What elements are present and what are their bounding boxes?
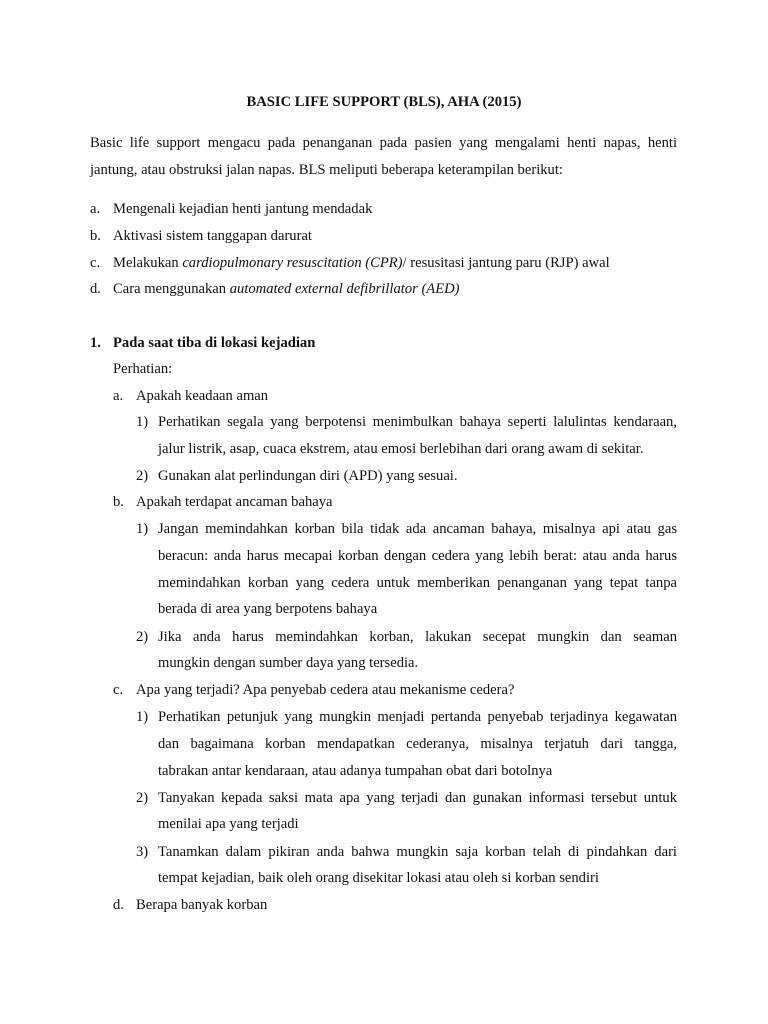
item-line: Perhatikan petunjuk yang mungkin menjadi pertanda penyebab terjadinya kegawatan <box>158 709 677 725</box>
skill-c-post: / resusitasi jantung paru (RJP) awal <box>402 255 610 271</box>
intro-line-2: jantung, atau obstruksi jalan napas. BLS meliputi beberapa keterampilan berikut: <box>90 162 563 178</box>
item-line: jalur listrik, asap, cuaca ekstrem, atau emosi berlebihan dari orang awam di sekitar. <box>158 441 644 457</box>
item-line: menilai apa yang terjadi <box>158 816 299 832</box>
point-d-text: Berapa banyak korban <box>136 897 268 913</box>
skill-marker-c: c. <box>90 255 101 271</box>
item-line: Jika anda harus memindahkan korban, lakukan secepat mungkin dan seaman <box>158 629 677 645</box>
point-marker-d: d. <box>113 897 124 913</box>
skill-marker-a: a. <box>90 201 101 217</box>
point-marker-a: a. <box>113 388 124 404</box>
section-number: 1. <box>90 335 101 351</box>
skill-c-pre: Melakukan <box>113 255 183 271</box>
point-c-text: Apa yang terjadi? Apa penyebab cedera atau mekanisme cedera? <box>136 682 515 698</box>
item-line: Perhatikan segala yang berpotensi menimbulkan bahaya seperti lalulintas kendaraan, <box>158 414 677 430</box>
item-line: mungkin dengan sumber daya yang tersedia. <box>158 655 419 671</box>
skill-d-italic: automated external defibrillator (AED) <box>229 281 460 297</box>
point-marker-c: c. <box>113 682 124 698</box>
item-marker: 1) <box>136 521 149 537</box>
skill-d-pre: Cara menggunakan <box>113 281 230 297</box>
skill-c-italic: cardiopulmonary resuscitation (CPR) <box>182 255 403 271</box>
item-line: Jangan memindahkan korban bila tidak ada ancaman bahaya, misalnya api atau gas <box>158 521 677 537</box>
item-line: beracun: anda harus mecapai korban dengan cedera yang lebih berat: atau anda harus <box>158 548 677 564</box>
item-line: Gunakan alat perlindungan diri (APD) yang sesuai. <box>158 468 458 484</box>
skill-a-text: Mengenali kejadian henti jantung mendadak <box>113 201 373 217</box>
item-marker: 2) <box>136 629 149 645</box>
skill-c-text <box>113 254 610 272</box>
item-line: dan bagaimana korban mendapatkan cederanya, misalnya terjatuh dari tangga, <box>158 736 677 752</box>
item-line: tempat kejadian, baik oleh orang disekitar lokasi atau oleh si korban sendiri <box>158 870 599 886</box>
item-marker: 1) <box>136 414 149 430</box>
section-note: Perhatian: <box>113 361 173 377</box>
item-marker: 2) <box>136 468 149 484</box>
skill-b-text: Aktivasi sistem tanggapan darurat <box>113 228 312 244</box>
item-line: Tanyakan kepada saksi mata apa yang terjadi dan gunakan informasi tersebut untuk <box>158 790 677 806</box>
item-marker: 2) <box>136 790 149 806</box>
document-title: BASIC LIFE SUPPORT (BLS), AHA (2015) <box>246 94 522 110</box>
skill-marker-d: d. <box>90 281 101 297</box>
item-line: berada di area yang berpotens bahaya <box>158 601 378 617</box>
point-b-text: Apakah terdapat ancaman bahaya <box>136 494 333 510</box>
skill-d-text <box>113 280 460 298</box>
point-marker-b: b. <box>113 494 124 510</box>
point-a-text: Apakah keadaan aman <box>136 388 269 404</box>
skill-marker-b: b. <box>90 228 101 244</box>
item-line: Tanamkan dalam pikiran anda bahwa mungkin saja korban telah di pindahkan dari <box>158 844 677 860</box>
item-marker: 3) <box>136 844 149 860</box>
item-marker: 1) <box>136 709 149 725</box>
item-line: memindahkan korban yang cedera untuk memberikan penanganan yang tepat tanpa <box>158 575 677 591</box>
section-heading: Pada saat tiba di lokasi kejadian <box>113 335 316 351</box>
item-line: tabrakan antar kendaraan, atau adanya tumpahan obat dari botolnya <box>158 763 553 779</box>
intro-line-1: Basic life support mengacu pada penanganan pada pasien yang mengalami henti napas, henti <box>90 135 677 151</box>
